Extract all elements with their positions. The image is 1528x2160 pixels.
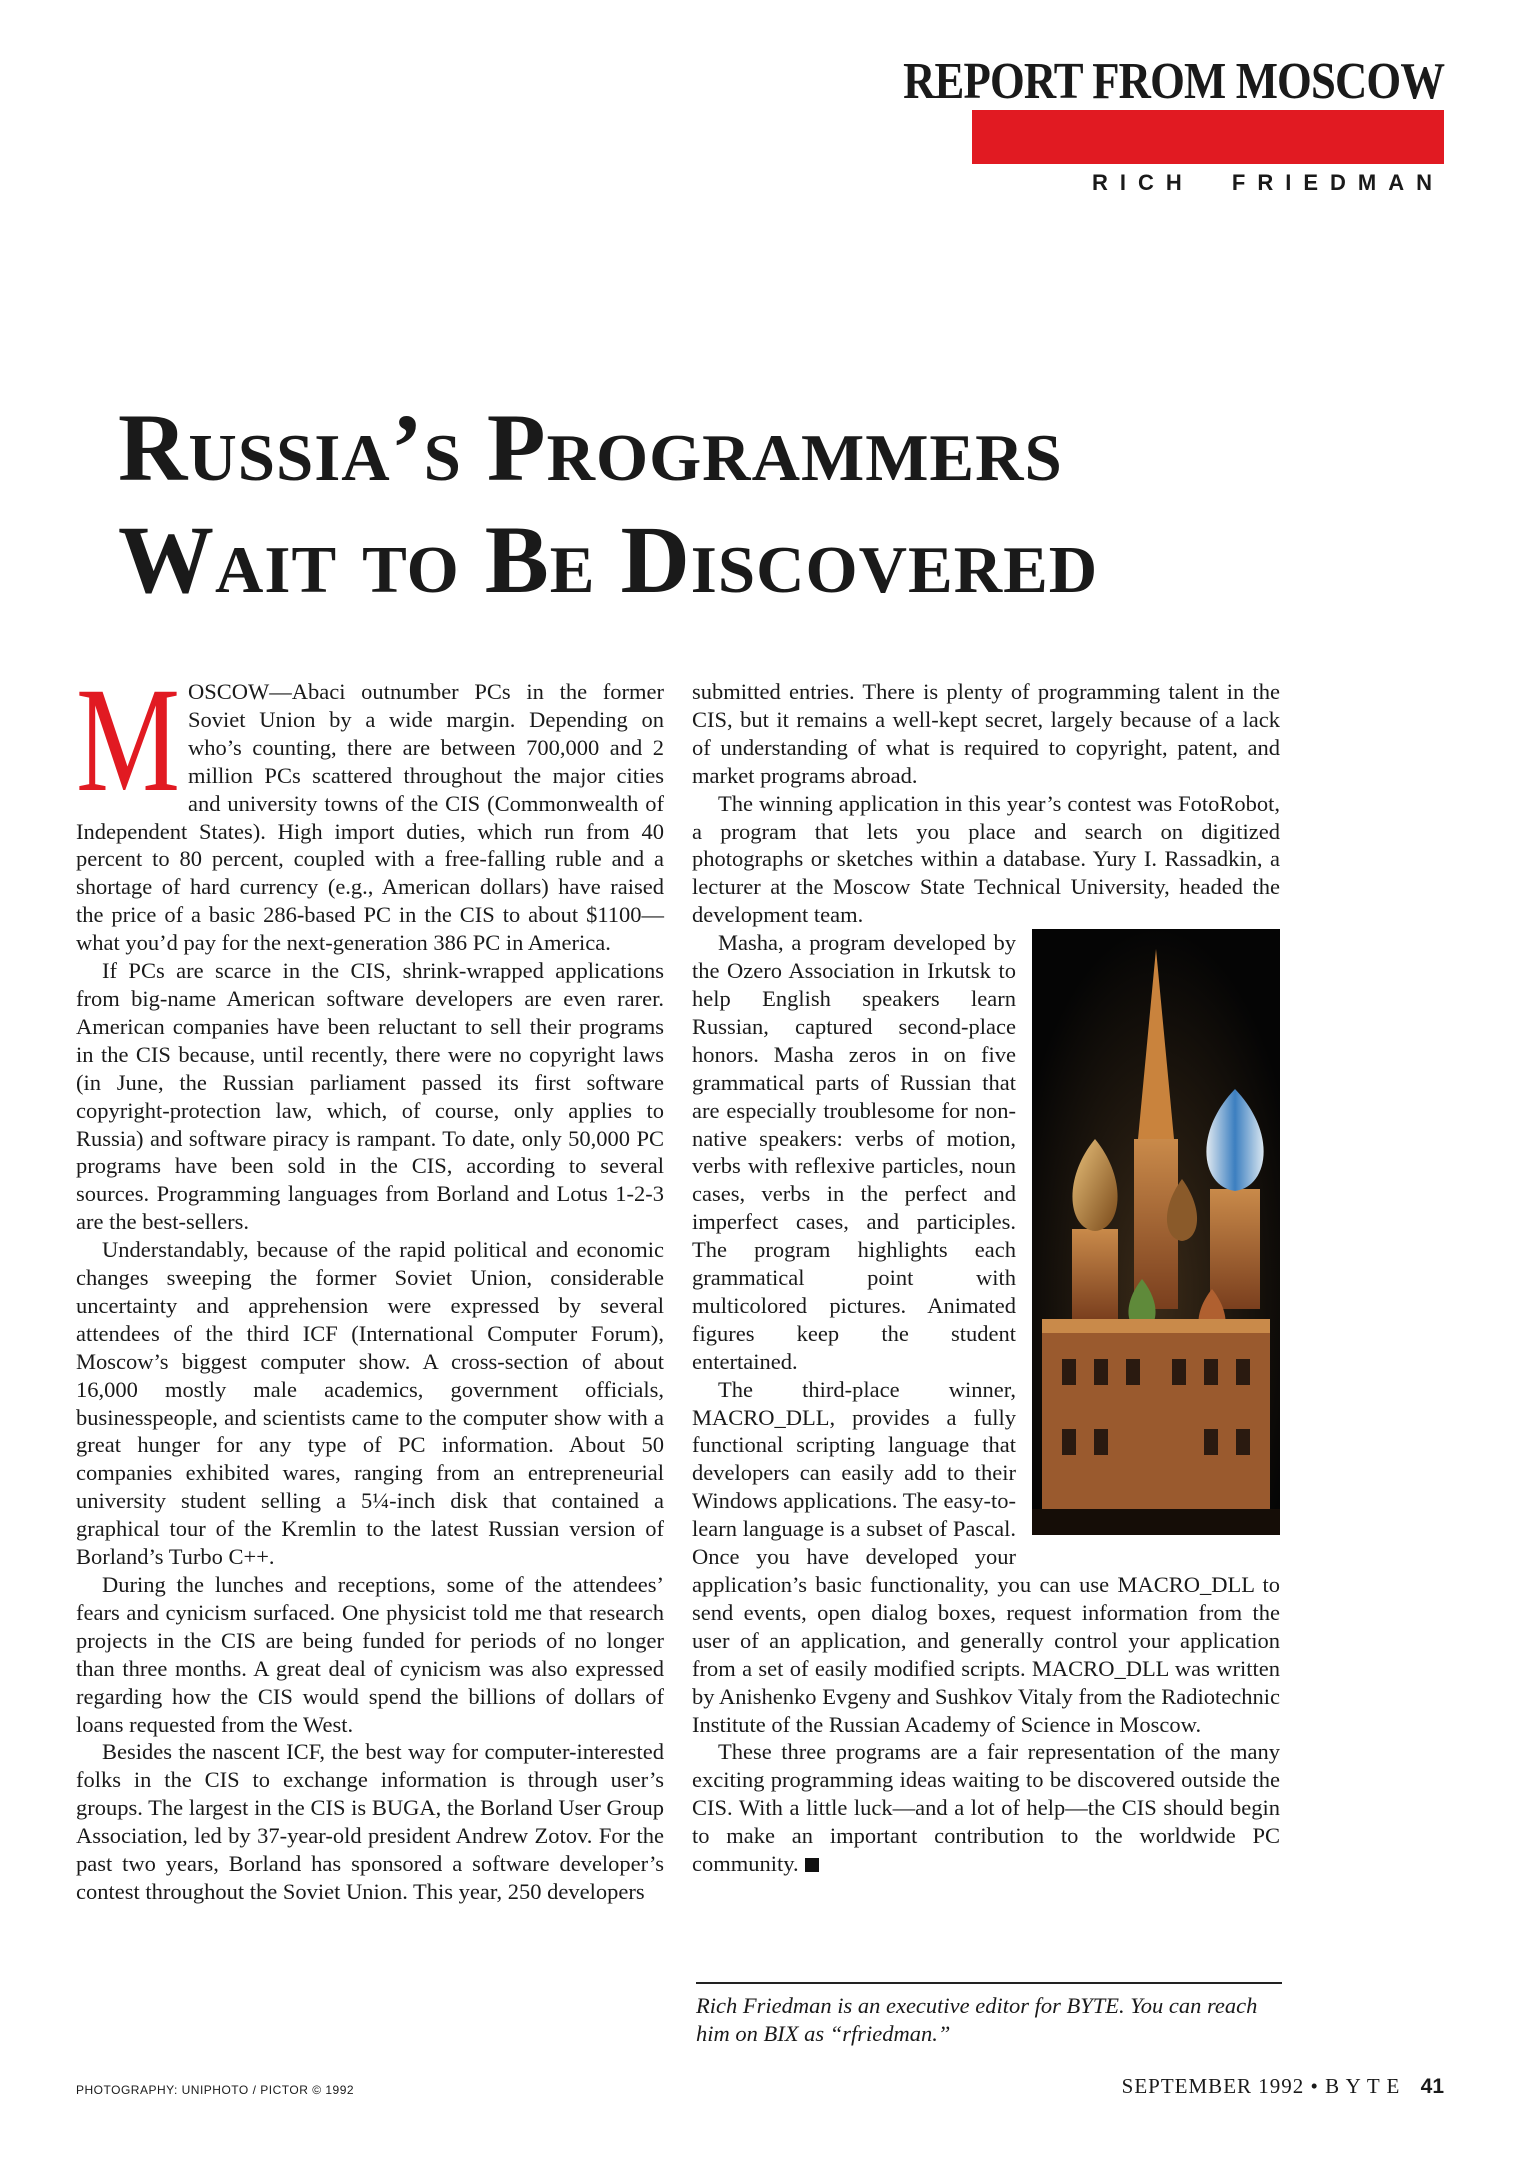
- article-paragraph: During the lunches and receptions, some of the attendees’ fears and cynicism surfaced. One physicist told me that research projects in the CIS are being funded for periods of no longer than three months. A great deal of cynicism was also expressed regarding how the CIS would spend the billions of dollars of loans requested from the West.: [76, 1572, 664, 1737]
- page-footer: [1122, 2074, 1444, 2099]
- article-paragraph: [692, 1738, 1280, 1878]
- article-paragraph: submitted entries. There is plenty of programming talent in the CIS, but it remains a well-kept secret, largely because of a lack of understanding of what is required to copyright, patent, and market programs abroad.: [692, 679, 1280, 788]
- headline: [118, 392, 1098, 616]
- drop-cap: M: [76, 657, 181, 823]
- article-column-right: [692, 678, 1280, 1878]
- author-note: Rich Friedman is an executive editor for BYTE. You can reach him on BIX as “rfriedman.”: [696, 1982, 1282, 2048]
- headline-line-1: Russia’s Programmers: [118, 394, 1063, 501]
- headline-line-2: Wait to Be Discovered: [118, 506, 1099, 613]
- end-mark-icon: [805, 1858, 819, 1872]
- cathedral-illustration: [1032, 929, 1280, 1535]
- article-paragraph: Masha, a program developed by the Ozero Association in Irkutsk to help English speakers learn Russian, captured second-place honors. Masha zeros in on five grammatical parts of Russian that are especially troublesome for non-native speakers: verbs of motion, verbs with reflexive particles, noun cases, verbs in the perfect and imperfect cases, and participles. The program highlights each grammatical point with multicolored pictures. Animated figures keep the student entertained.: [692, 930, 1016, 1374]
- article-paragraph: OSCOW—Abaci outnumber PCs in the former Soviet Union by a wide margin. Depending on who’s counting, there are between 700,000 and 2 million PCs scattered throughout the major cities and university towns of the CIS (Commonwealth of Independent States). High import duties, which run from 40 percent to 80 percent, coupled with a free-falling ruble and a shortage of hard currency (e.g., American dollars) have raised the price of a basic 286-based PC in the CIS to about $1100—what you’d pay for the next-generation 386 PC in America.: [76, 679, 664, 956]
- issue-label: SEPTEMBER 1992 • B Y T E: [1121, 2074, 1401, 2098]
- byline: RICH FRIEDMAN: [1092, 170, 1444, 195]
- closing-text: These three programs are a fair representation of the many exciting programming ideas waiting to be discovered outside the CIS. With a little luck—and a lot of help—the CIS should begin to make an important contribution to the worldwide PC community.: [692, 1739, 1280, 1877]
- photo-credit: PHOTOGRAPHY: UNIPHOTO / PICTOR © 1992: [76, 2083, 355, 2097]
- article-paragraph: If PCs are scarce in the CIS, shrink-wrapped applications from big-name American software developers are even rarer. American companies have been reluctant to sell their programs in the CIS because, until recently, there were no copyright laws (in June, the Russian parliament passed its first software copyright-protection law, which, of course, only applies to Russia) and software piracy is rampant. To date, only 50,000 PC programs have been sold in the CIS, according to several sources. Programming languages from Borland and Lotus 1-2-3 are the best-sellers.: [76, 958, 664, 1235]
- article-paragraph: The third-place winner, MACRO_DLL, provides a fully functional scripting language that developers can easily add to their Windows applications. The easy-to-learn language is a subset of Pascal. Once you have developed your application’s basic functionality, you can use MACRO_DLL to send events, open dialog boxes, request information from the user of an application, and generally control your application from a set of easily modified scripts. MACRO_DLL was written by Anishenko Evgeny and Sushkov Vitaly from the Radiotechnic Institute of the Russian Academy of Science in Moscow.: [692, 1376, 1280, 1737]
- article-paragraph: The winning application in this year’s contest was FotoRobot, a program that lets you place and search on digitized photographs or sketches within a database. Yury I. Rassadkin, a lecturer at the Moscow State Technical University, headed the development team.: [692, 790, 1280, 928]
- section-label: REPORT FROM MOSCOW: [902, 53, 1444, 110]
- article-column-left: [76, 657, 664, 1906]
- cathedral-night-photo: [1032, 929, 1280, 1535]
- accent-bar: [972, 110, 1444, 164]
- article-paragraph: Besides the nascent ICF, the best way for computer-interested folks in the CIS to exchange information is through user’s groups. The largest in the CIS is BUGA, the Borland User Group Association, led by 37-year-old president Andrew Zotov. For the past two years, Borland has sponsored a software developer’s contest throughout the Soviet Union. This year, 250 developers: [76, 1739, 664, 1904]
- page-number: 41: [1420, 2075, 1444, 2098]
- article-paragraph: Understandably, because of the rapid political and economic changes sweeping the former Soviet Union, considerable uncertainty and apprehension were expressed by several attendees of the third ICF (International Computer Forum), Moscow’s biggest computer show. A cross-section of about 16,000 mostly male academics, government officials, businesspeople, and scientists came to the computer show with a great hunger for any type of PC information. About 50 companies exhibited wares, ranging from an entrepreneurial university student selling a 5¼-inch disk that contained a graphical tour of the Kremlin to the latest Russian version of Borland’s Turbo C++.: [76, 1237, 664, 1570]
